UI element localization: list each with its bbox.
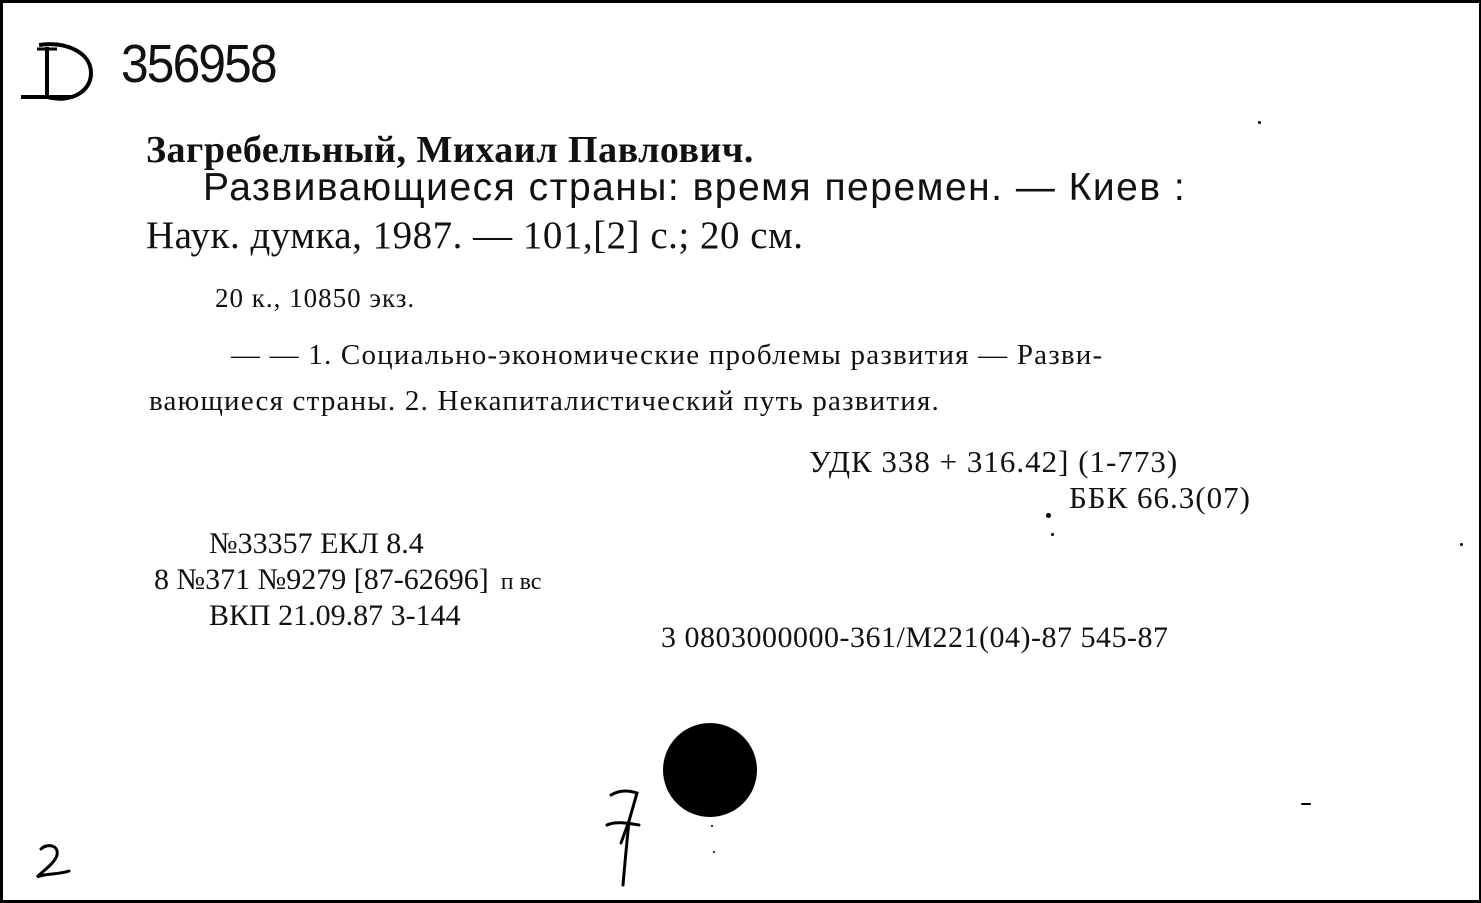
- handwritten-seven-mark: [593, 781, 653, 891]
- registry-numbers: 8 №371 №9279 [87-62696]: [154, 563, 489, 596]
- shelfmark-number: 356958: [121, 34, 276, 94]
- scan-speck: [711, 825, 713, 827]
- scan-speck: [1046, 513, 1051, 518]
- shelf-letter-mark: [17, 33, 97, 105]
- subject-headings-line-1: — — 1. Социально-экономические проблемы развития — Разви-: [231, 339, 1104, 371]
- subject-headings-line-2: вающиеся страны. 2. Некапиталистический путь развития.: [149, 385, 940, 417]
- catalog-code-line: 3 0803000000-361/М221(04)-87 545-87: [661, 621, 1169, 654]
- price-and-print-run: 20 к., 10850 экз.: [215, 283, 416, 313]
- udk-classification: УДК 338 + 316.42] (1-773): [809, 444, 1179, 479]
- book-title: Развивающиеся страны: время перемен. — Киев :: [203, 166, 1187, 209]
- scan-speck: [713, 851, 715, 853]
- author-name: Загребельный, Михаил Павлович.: [146, 129, 754, 171]
- scan-speck: [1301, 803, 1311, 805]
- registry-suffix: п вс: [500, 569, 542, 595]
- registry-line: [154, 563, 541, 597]
- punch-hole-dot: [663, 723, 757, 817]
- scan-speck: [1258, 121, 1261, 124]
- ekl-number: №33357 ЕКЛ 8.4: [209, 527, 424, 560]
- scan-speck: [1051, 533, 1054, 536]
- scan-speck: [1460, 543, 1463, 546]
- vkp-line: ВКП 21.09.87 3-144: [209, 599, 461, 632]
- publication-details: Наук. думка, 1987. — 101,[2] с.; 20 см.: [146, 214, 804, 257]
- bbk-classification: ББК 66.3(07): [1069, 480, 1251, 515]
- handwritten-two-mark: [31, 839, 75, 883]
